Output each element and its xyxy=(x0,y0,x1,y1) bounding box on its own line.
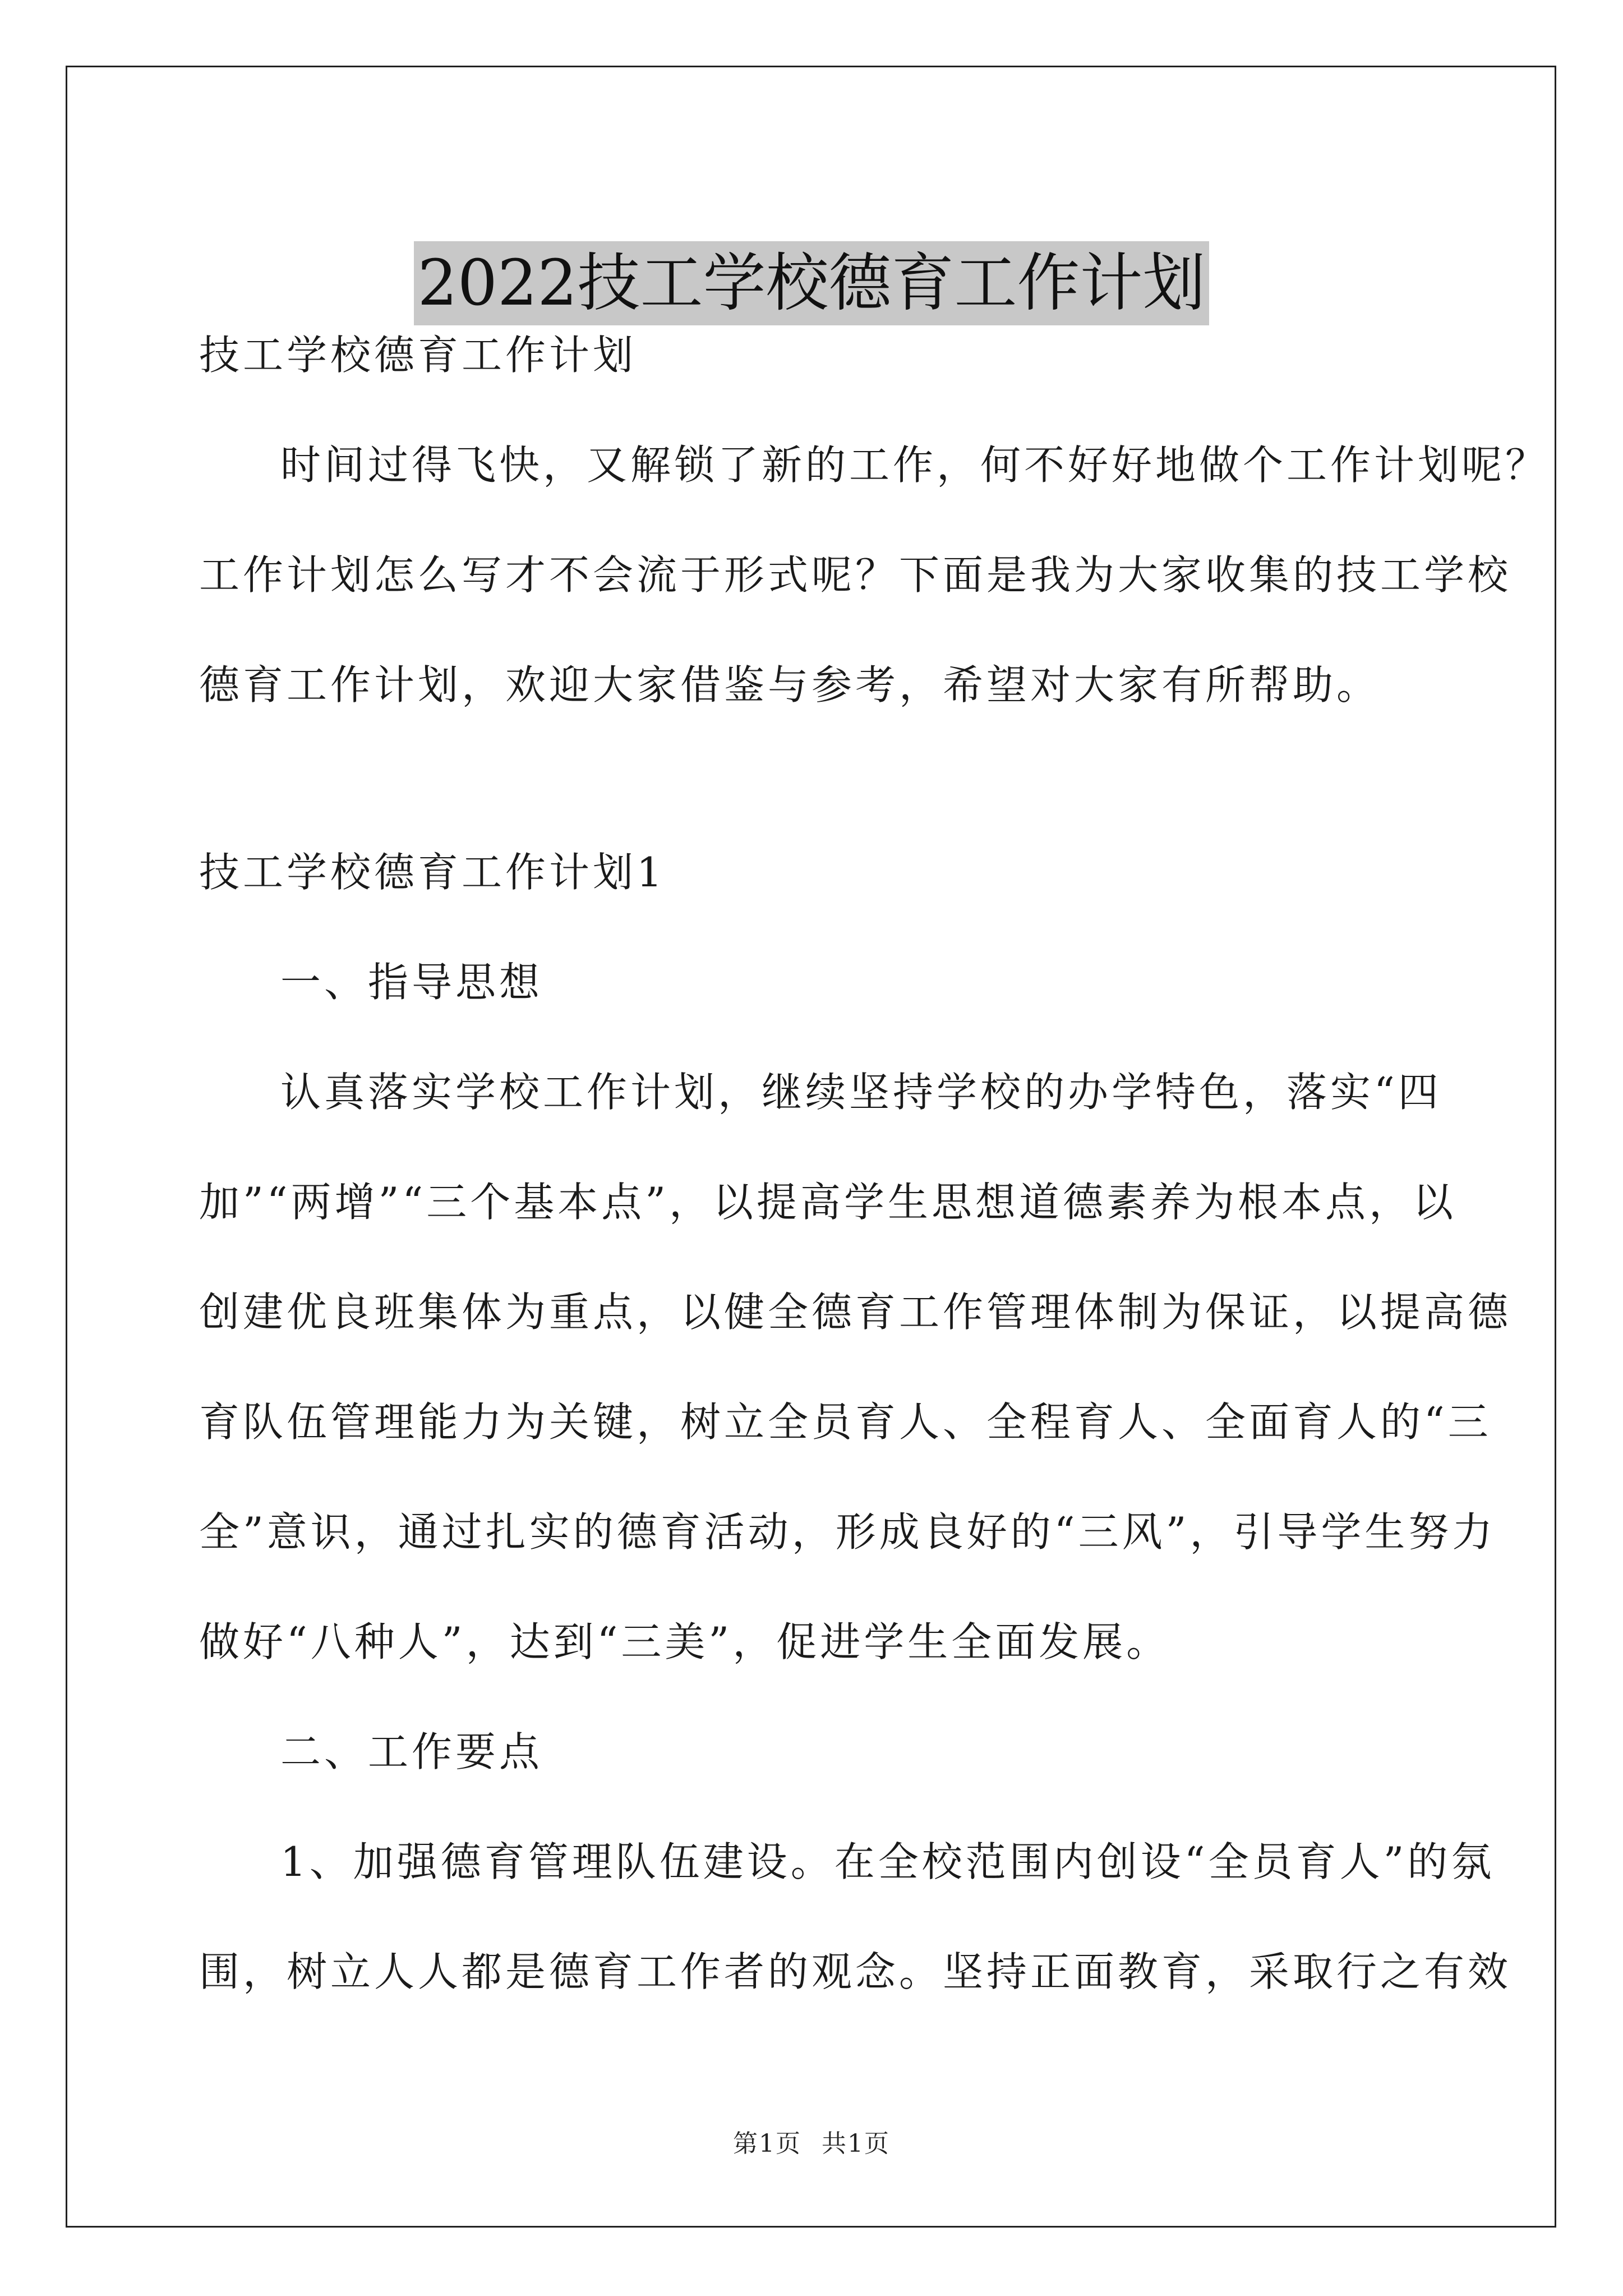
subtitle-line: 技工学校德育工作计划 xyxy=(199,332,637,379)
paragraph-line: 1、加强德育管理队伍建设。在全校范围内创设“全员育人”的氛 xyxy=(280,1838,1495,1885)
page-number: 第1页 xyxy=(733,2129,801,2158)
document-body xyxy=(199,300,1550,2027)
paragraph-line: 全”意识，通过扎实的德育活动，形成良好的“三风”，引导学生努力 xyxy=(199,1508,1496,1556)
paragraph-line: 工作计划怎么写才不会流于形式呢？下面是我为大家收集的技工学校 xyxy=(199,551,1512,599)
paragraph-line: 创建优良班集体为重点，以健全德育工作管理体制为保证，以提高德 xyxy=(199,1289,1512,1336)
section-heading: 技工学校德育工作计划1 xyxy=(199,849,666,896)
paragraph-line: 德育工作计划，欢迎大家借鉴与参考，希望对大家有所帮助。 xyxy=(199,661,1381,708)
document-title: 2022技工学校德育工作计划 xyxy=(414,241,1209,325)
subsection-heading: 一、指导思想 xyxy=(280,959,543,1006)
paragraph-gap xyxy=(199,740,1433,817)
page-footer xyxy=(0,2123,1623,2159)
page-total: 共1页 xyxy=(822,2129,890,2158)
subsection-heading: 二、工作要点 xyxy=(280,1728,543,1775)
paragraph-line: 围，树立人人都是德育工作者的观念。坚持正面教育，采取行之有效 xyxy=(199,1948,1512,1995)
paragraph-line: 认真落实学校工作计划，继续坚持学校的办学特色，落实“四 xyxy=(280,1069,1442,1116)
paragraph-line: 育队伍管理能力为关键，树立全员育人、全程育人、全面育人的“三 xyxy=(199,1398,1492,1446)
paragraph-line: 做好“八种人”，达到“三美”，促进学生全面发展。 xyxy=(199,1618,1170,1665)
paragraph-line: 时间过得飞快，又解锁了新的工作，何不好好地做个工作计划呢？ xyxy=(280,441,1550,489)
paragraph-line: 加”“两增”“三个基本点”，以提高学生思想道德素养为根本点，以 xyxy=(199,1179,1457,1226)
